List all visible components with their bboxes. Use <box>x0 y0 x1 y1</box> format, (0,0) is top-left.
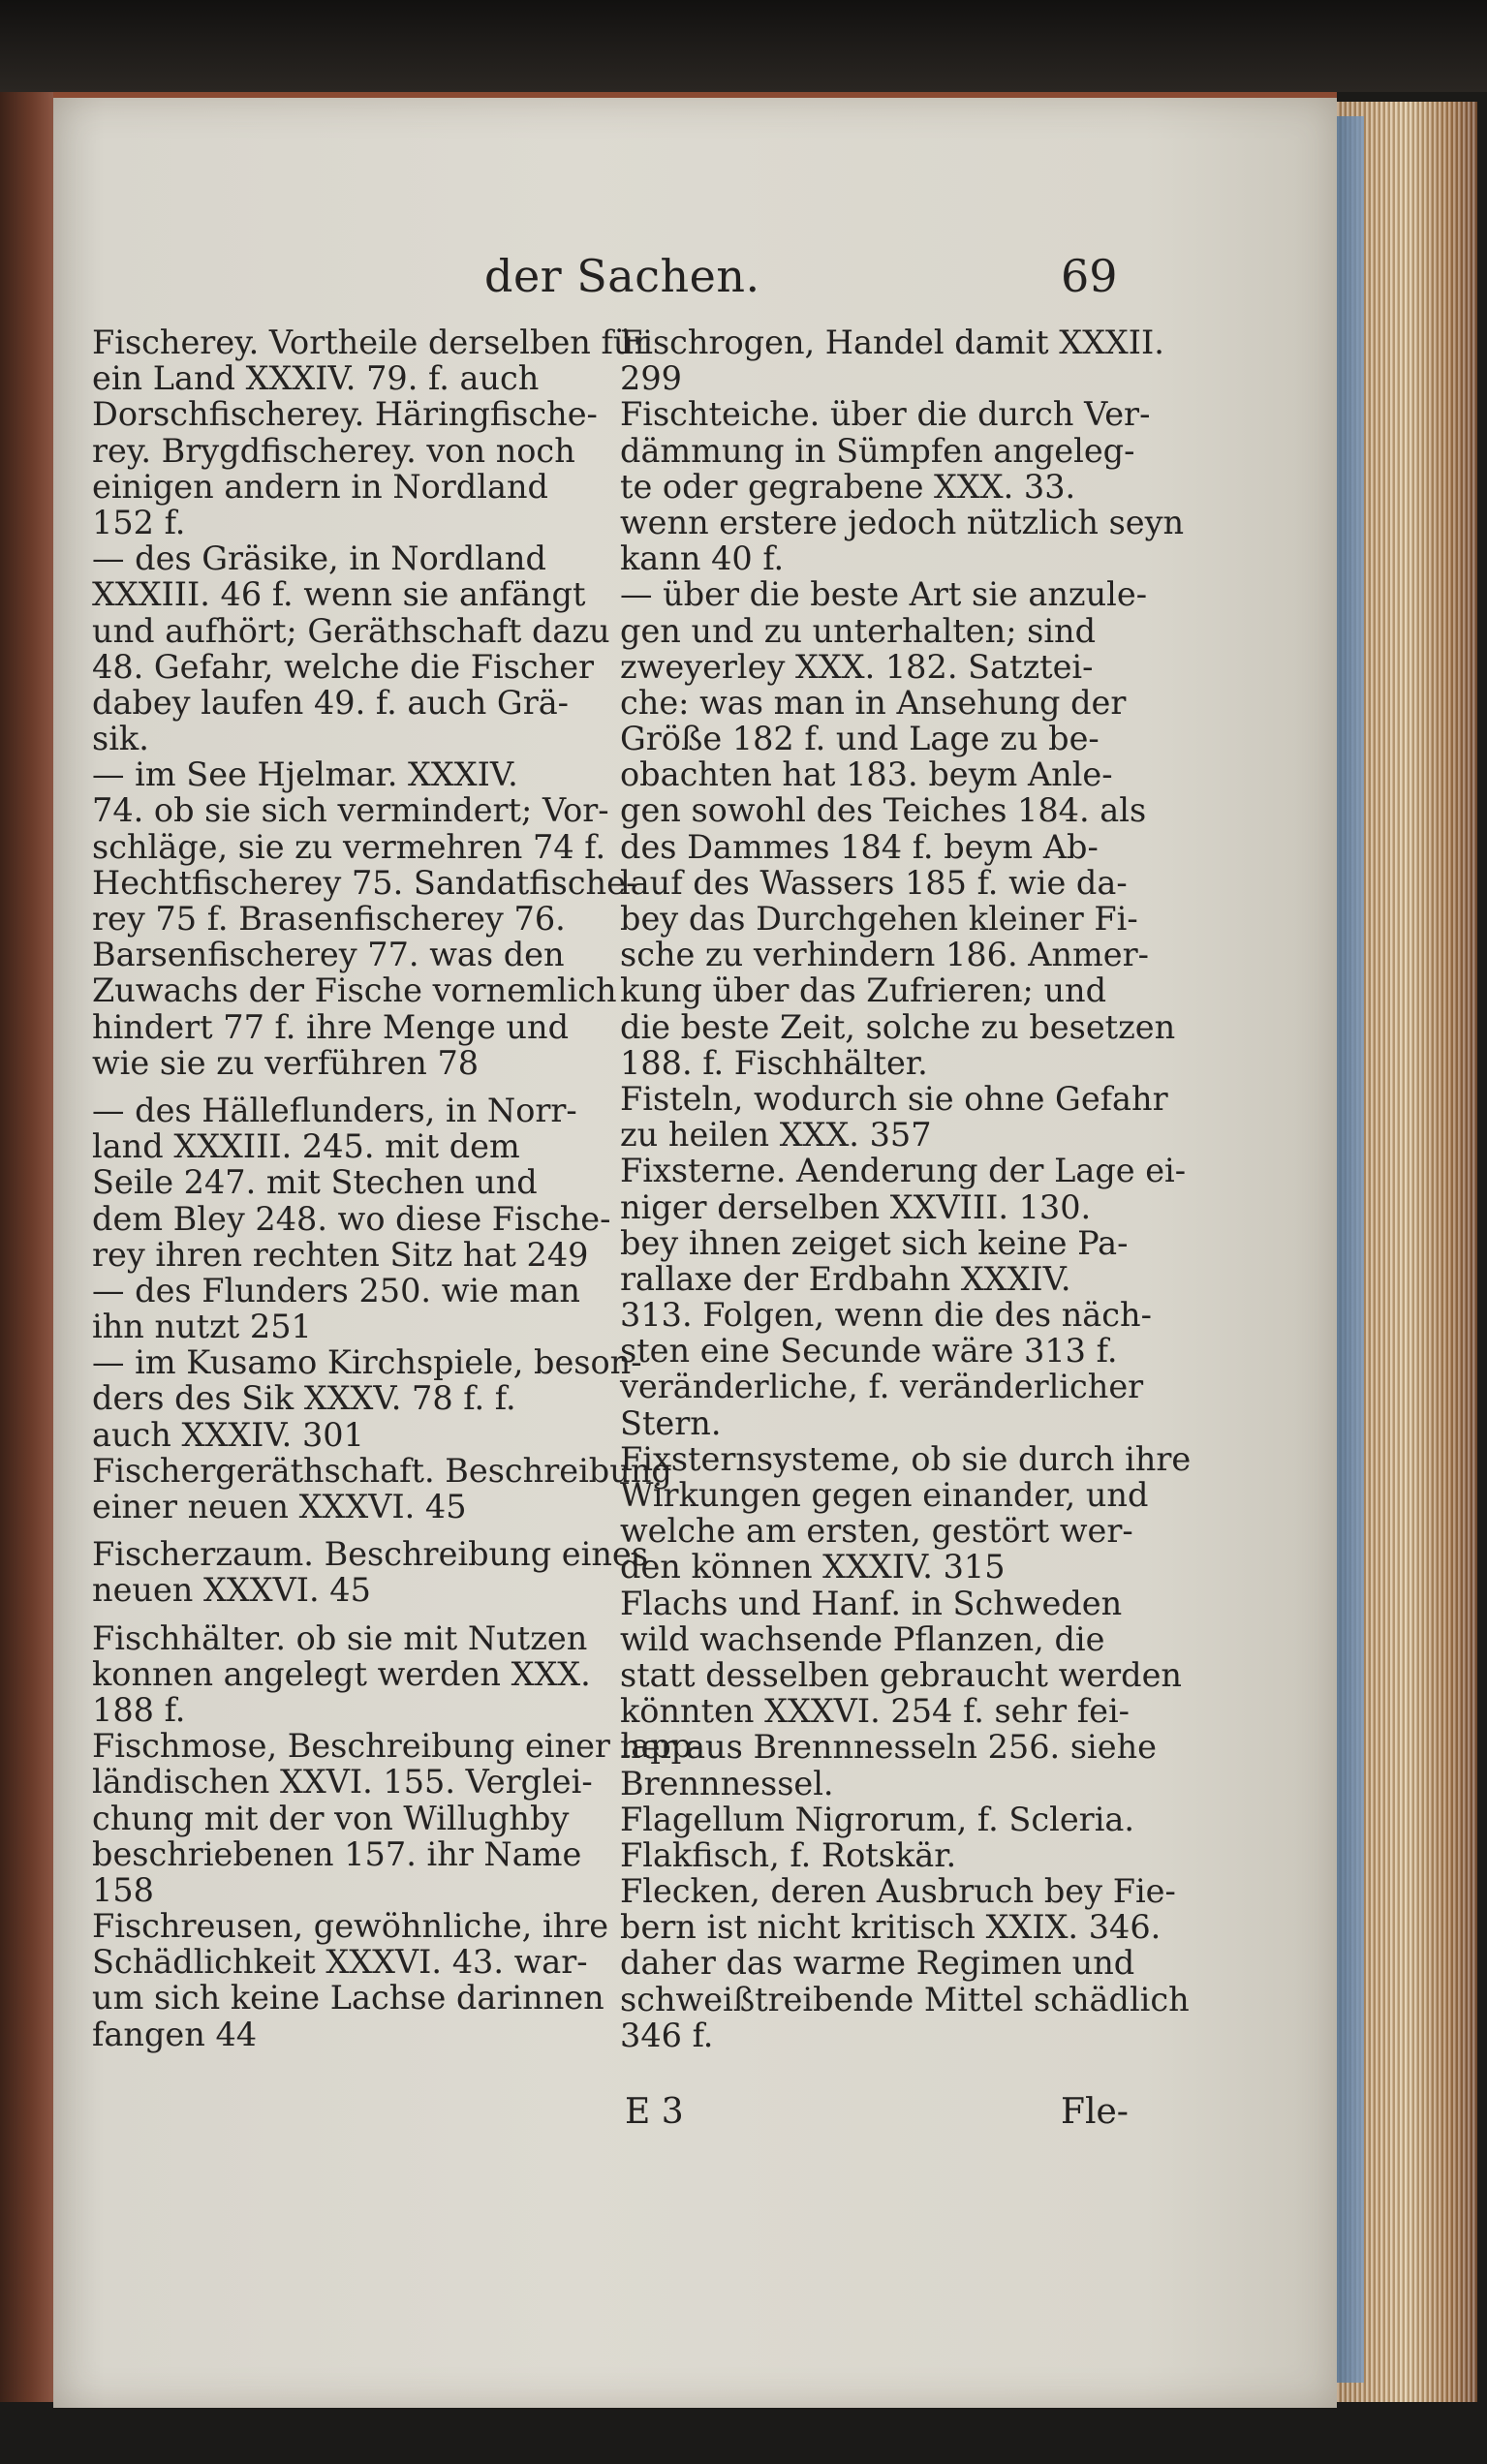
index-line: 158 <box>92 1870 154 1909</box>
index-line: einigen andern in Nordland <box>92 467 548 506</box>
index-line: sik. <box>92 720 149 758</box>
index-line: XXXIII. 46 f. wenn sie anfängt <box>92 575 586 614</box>
index-line: die beste Zeit, solche zu besetzen <box>620 1007 1176 1046</box>
index-line: 299 <box>620 359 682 398</box>
index-line: rey ihren rechten Sitz hat 249 <box>92 1235 589 1274</box>
index-line: 188. f. Fischhälter. <box>620 1043 928 1082</box>
index-line: gen sowohl des Teiches 184. als <box>620 791 1147 830</box>
index-line: hindert 77 f. ihre Menge und <box>92 1007 570 1046</box>
index-line: sche zu verhindern 186. Anmer- <box>620 936 1149 974</box>
index-line: sten eine Secunde wäre 313 f. <box>620 1332 1118 1371</box>
index-line: Fisteln, wodurch sie ohne Gefahr <box>620 1079 1168 1118</box>
index-line: um sich keine Lachse darinnen <box>92 1979 604 2017</box>
index-line: Brennnessel. <box>620 1764 834 1802</box>
index-line: Hechtfischerey 75. Sandatfische- <box>92 863 637 902</box>
index-line: land XXXIII. 245. mit dem <box>92 1127 520 1166</box>
index-line: Seile 247. mit Stechen und <box>92 1163 538 1202</box>
index-line: chung mit der von Willughby <box>92 1799 570 1837</box>
index-line: Stern. <box>620 1403 722 1442</box>
index-line: könnten XXXVI. 254 f. sehr fei- <box>620 1692 1131 1731</box>
index-line: bey ihnen zeiget sich keine Pa- <box>620 1223 1129 1262</box>
scan-background-top <box>0 0 1487 92</box>
index-line: Flakfisch, f. Rotskär. <box>620 1835 957 1874</box>
index-line: — über die beste Art sie anzule- <box>620 575 1148 614</box>
index-line: che: was man in Ansehung der <box>620 683 1127 722</box>
index-line: dem Bley 248. wo diese Fische- <box>92 1199 611 1238</box>
right-index-column <box>620 323 1192 2054</box>
page-edge-shadow <box>1335 116 1364 2383</box>
index-line: schweißtreibende Mittel schädlich <box>620 1980 1190 2018</box>
index-line: Wirkungen gegen einander, und <box>620 1476 1149 1514</box>
index-line: auch XXXIV. 301 <box>92 1415 364 1454</box>
index-line: rey. Brygdfischerey. von noch <box>92 431 575 470</box>
index-line: des Dammes 184 f. beym Ab- <box>620 827 1099 866</box>
index-line: einer neuen XXXVI. 45 <box>92 1488 467 1525</box>
index-line: Fixsterne. Aenderung der Lage ei- <box>620 1152 1187 1190</box>
index-line: Fischergeräthschaft. Beschreibung <box>92 1451 672 1490</box>
index-line: ders des Sik XXXV. 78 f. f. <box>92 1379 516 1418</box>
index-line: — des Hälleflunders, in Norr- <box>92 1091 577 1129</box>
index-line: Flachs und Hanf. in Schweden <box>620 1584 1123 1622</box>
index-line: 152 f. <box>92 503 186 541</box>
index-line: rallaxe der Erdbahn XXXIV. <box>620 1259 1071 1298</box>
index-line: fangen 44 <box>92 2015 258 2053</box>
index-line: Fischreusen, gewöhnliche, ihre <box>92 1907 609 1946</box>
index-line: wild wachsende Pflanzen, die <box>620 1619 1105 1658</box>
index-line: — des Gräsike, in Nordland <box>92 539 546 578</box>
index-line: Flecken, deren Ausbruch bey Fie- <box>620 1872 1176 1911</box>
index-line: — des Flunders 250. wie man <box>92 1271 580 1309</box>
index-line: lauf des Wassers 185 f. wie da- <box>620 863 1128 902</box>
index-line: zweyerley XXX. 182. Satztei- <box>620 647 1094 686</box>
index-line: kann 40 f. <box>620 539 785 578</box>
index-line: schläge, sie zu vermehren 74 f. <box>92 827 606 866</box>
index-line: zu heilen XXX. 357 <box>620 1116 932 1155</box>
page-header <box>441 250 1119 327</box>
running-head: der Sachen. <box>484 250 760 302</box>
index-line: 346 f. <box>620 2016 714 2054</box>
index-line: ein Land XXXIV. 79. f. auch <box>92 359 540 398</box>
index-line: bern ist nicht kritisch XXIX. 346. <box>620 1908 1162 1947</box>
index-line: dämmung in Sümpfen angeleg- <box>620 431 1135 470</box>
index-line: Flagellum Nigrorum, f. Scleria. <box>620 1800 1135 1838</box>
index-line: rey 75 f. Brasenfischerey 76. <box>92 900 566 938</box>
index-line: den können XXXIV. 315 <box>620 1548 1006 1586</box>
index-line: Fischrogen, Handel damit XXXII. <box>620 323 1164 361</box>
index-line: Größe 182 f. und Lage zu be- <box>620 720 1100 758</box>
index-line: Dorschfischerey. Häringfische- <box>92 395 598 434</box>
index-line: niger derselben XXVIII. 130. <box>620 1187 1092 1226</box>
book-spine-edge <box>0 92 53 2402</box>
index-line: te oder gegrabene XXX. 33. <box>620 467 1076 506</box>
index-line: veränderliche, f. veränderlicher <box>620 1368 1144 1406</box>
index-line: konnen angelegt werden XXX. <box>92 1654 591 1693</box>
index-line: 188 f. <box>92 1690 186 1729</box>
catchword: Fle- <box>1061 2092 1129 2132</box>
index-line: welche am ersten, gestört wer- <box>620 1512 1133 1551</box>
index-line: Barsenfischerey 77. was den <box>92 936 565 974</box>
index-line: — im See Hjelmar. XXXIV. <box>92 755 518 794</box>
index-line: Fischerzaum. Beschreibung eines <box>92 1535 648 1574</box>
index-line: ihn nutzt 251 <box>92 1308 312 1346</box>
index-line: wie sie zu verführen 78 <box>92 1043 480 1082</box>
index-line: dabey laufen 49. f. auch Grä- <box>92 683 569 722</box>
page-number: 69 <box>1061 250 1118 302</box>
index-line: 48. Gefahr, welche die Fischer <box>92 647 595 686</box>
index-line: Fixsternsysteme, ob sie durch ihre <box>620 1439 1192 1478</box>
index-line: daher das warme Regimen und <box>620 1944 1135 1983</box>
index-line: ländischen XXVI. 155. Verglei- <box>92 1763 593 1802</box>
index-line: gen und zu unterhalten; sind <box>620 611 1097 650</box>
index-line: — im Kusamo Kirchspiele, beson- <box>92 1343 642 1382</box>
index-line: wenn erstere jedoch nützlich seyn <box>620 503 1185 541</box>
index-line: 74. ob sie sich vermindert; Vor- <box>92 791 609 830</box>
index-line: Fischhälter. ob sie mit Nutzen <box>92 1618 588 1657</box>
page-footer <box>620 2092 1129 2141</box>
index-line: 313. Folgen, wenn die des näch- <box>620 1296 1152 1335</box>
index-line: und aufhört; Geräthschaft dazu <box>92 611 610 650</box>
index-line: Zuwachs der Fische vornemlich <box>92 971 617 1010</box>
signature-mark: E 3 <box>625 2092 684 2132</box>
index-line: statt desselben gebraucht werden <box>620 1655 1182 1694</box>
index-line: Fischteiche. über die durch Ver- <box>620 395 1151 434</box>
index-line: Fischmose, Beschreibung einer lapp- <box>92 1727 703 1766</box>
index-line: obachten hat 183. beym Anle- <box>620 755 1113 794</box>
index-line: Schädlichkeit XXXVI. 43. war- <box>92 1943 588 1982</box>
index-line: neuen XXXVI. 45 <box>92 1571 371 1610</box>
index-line: kung über das Zufrieren; und <box>620 971 1107 1010</box>
index-line: Fischerey. Vortheile derselben für <box>92 323 650 361</box>
entry-gap <box>92 1609 591 1620</box>
index-line: ner aus Brennnesseln 256. siehe <box>620 1728 1157 1767</box>
index-line: beschriebenen 157. ihr Name <box>92 1834 582 1873</box>
index-line: bey das Durchgehen kleiner Fi- <box>620 900 1138 938</box>
